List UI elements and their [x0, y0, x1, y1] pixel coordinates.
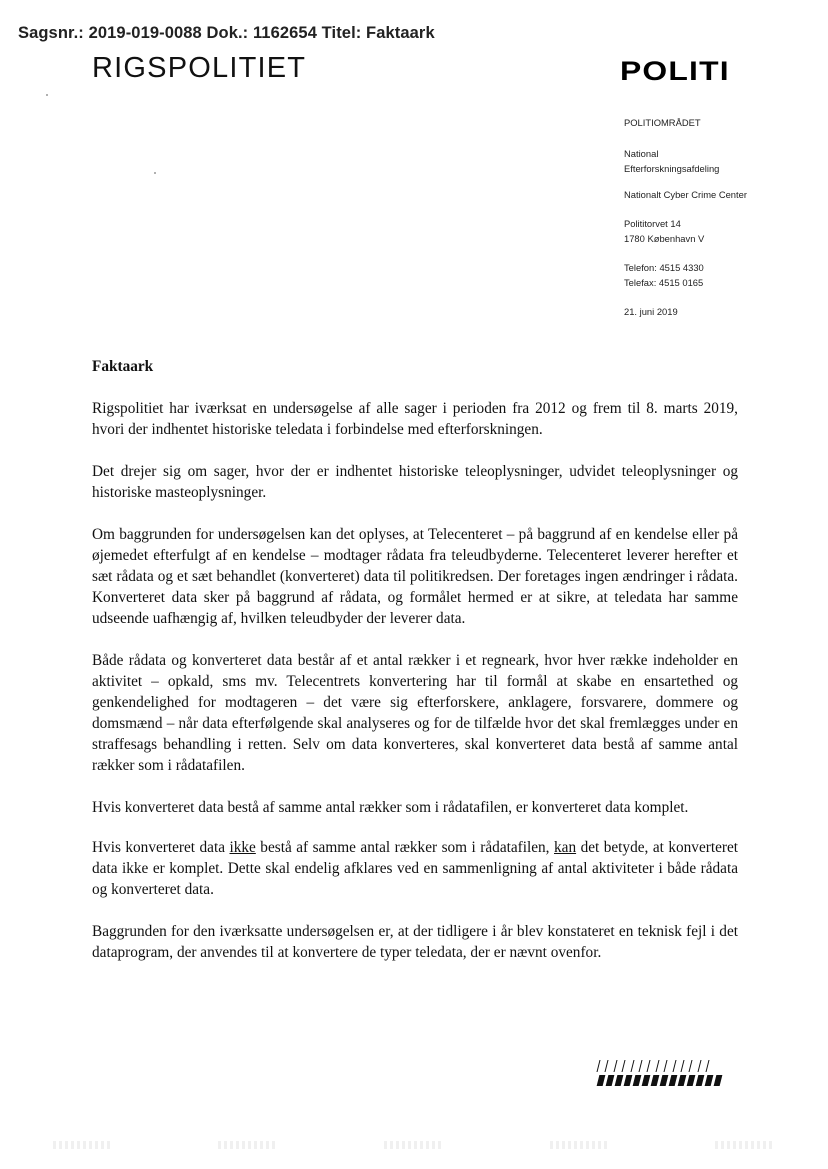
paragraph-1: Rigspolitiet har iværksat en undersøgelse af alle sager i perioden fra 2012 og frem til 8. marts 2019, hvori der indhentet historiske teledata i forbindelse med efterforskningen. [92, 400, 738, 438]
stripe [605, 1060, 613, 1072]
stripe [660, 1075, 669, 1086]
paragraph-3: Om baggrunden for undersøgelsen kan det oplyses, at Telecenteret – på baggrund af en kendelse eller på øjemedet efterfulgt af en kendelse – modtager rådata fra teleudbyderne. Telecenteret leverer herefter et sæt rådata og et sæt behandlet (konverteret) data til politikredsen. Der foretages ingen ændringer i rådata. Konverteret data sker på baggrund af rådata, og formålet hermed er at sikre, at teledata har samme udseende uafhængig af, hvilken teleudbyder der leverer data. [92, 526, 738, 627]
stripe [706, 1060, 714, 1072]
police-stripe-graphic [598, 1060, 730, 1086]
stripe-row-thin [598, 1060, 730, 1072]
stripe-row-thick [598, 1075, 730, 1086]
underlined-ikke: ikke [229, 839, 256, 856]
faint-mark [384, 1141, 444, 1149]
stripe [687, 1075, 696, 1086]
paragraph-4: Både rådata og konverteret data består af et antal rækker i et regneark, hvor hver række indeholder en aktivitet – opkald, sms mv. Telecentrets konvertering har til formål at skabe en ensartethed og genkendelighed for modtageren – det være sig efterforskere, anklagere, forsvarere, dommere og domsmænd – når data efterfølgende skal analyseres og for de tilfælde hvor det skal fremlægges under en straffesags behandling i retten. Selv om data konverteres, skal konverteret data bestå af samme antal rækker som i rådatafilen. [92, 652, 738, 774]
document-title: Faktaark [92, 358, 154, 375]
faint-mark [550, 1141, 610, 1149]
stripe [647, 1060, 655, 1072]
stripe [705, 1075, 714, 1086]
stripe [615, 1075, 624, 1086]
department-line-1: National [624, 148, 659, 159]
stripe [597, 1075, 606, 1086]
stripe [606, 1075, 615, 1086]
paragraph-6-part-c: det betyde, at konverteret data ikke er komplet. Dette skal endelig afklares ved en sammenligning af antal aktiviteter i både rådata og konverteret data. [92, 839, 739, 898]
stripe [697, 1060, 705, 1072]
stripe [655, 1060, 663, 1072]
stripe [689, 1060, 697, 1072]
paragraph-2: Det drejer sig om sager, hvor der er indhentet historiske teleoplysninger, udvidet teleoplysninger og historiske masteoplysninger. [92, 463, 738, 501]
stripe [630, 1060, 638, 1072]
stripe [613, 1060, 621, 1072]
paragraph-6 [92, 837, 738, 900]
phone-number: Telefon: 4515 4330 [624, 262, 704, 273]
stripe [622, 1060, 630, 1072]
faint-mark [53, 1141, 113, 1149]
scan-speck [154, 172, 156, 174]
unit-name: Nationalt Cyber Crime Center [624, 189, 747, 200]
case-header: Sagsnr.: 2019-019-0088 Dok.: 1162654 Titel: Faktaark [18, 24, 435, 42]
stripe [633, 1075, 642, 1086]
sender-info [624, 115, 814, 330]
stripe [642, 1075, 651, 1086]
stripe [664, 1060, 672, 1072]
paragraph-7: Baggrunden for den iværksatte undersøgelsen er, at der tidligere i år blev konstateret en teknisk fejl i det dataprogram, der anvendes til at konvertere de typer teledata, der er nævnt ovenfor. [92, 923, 738, 961]
stripe [624, 1075, 633, 1086]
district-label: POLITIOMRÅDET [624, 117, 701, 128]
fax-number: Telefax: 4515 0165 [624, 277, 704, 288]
department-line-2: Efterforskningsafdeling [624, 163, 720, 174]
stripe [680, 1060, 688, 1072]
stripe [672, 1060, 680, 1072]
stripe [597, 1060, 605, 1072]
faint-mark [715, 1141, 775, 1149]
address-line-1: Polititorvet 14 [624, 218, 681, 229]
scan-speck [46, 94, 48, 96]
stripe [638, 1060, 646, 1072]
stripe [714, 1075, 723, 1086]
organization-name: RIGSPOLITIET [92, 52, 307, 84]
faint-mark [218, 1141, 278, 1149]
paragraph-5: Hvis konverteret data bestå af samme antal rækker som i rådatafilen, er konverteret data komplet. [92, 799, 689, 816]
document-body [92, 356, 738, 984]
stripe [669, 1075, 678, 1086]
paragraph-6-part-b: bestå af samme antal rækker som i rådatafilen, [255, 839, 554, 856]
stripe [696, 1075, 705, 1086]
underlined-kan: kan [554, 839, 577, 856]
paragraph-6-part-a: Hvis konverteret data [92, 839, 230, 856]
letter-date: 21. juni 2019 [624, 306, 678, 317]
politi-logo: POLITI [620, 56, 730, 86]
address-line-2: 1780 København V [624, 233, 705, 244]
stripe [651, 1075, 660, 1086]
stripe [678, 1075, 687, 1086]
faint-footer-marks [0, 1135, 828, 1155]
